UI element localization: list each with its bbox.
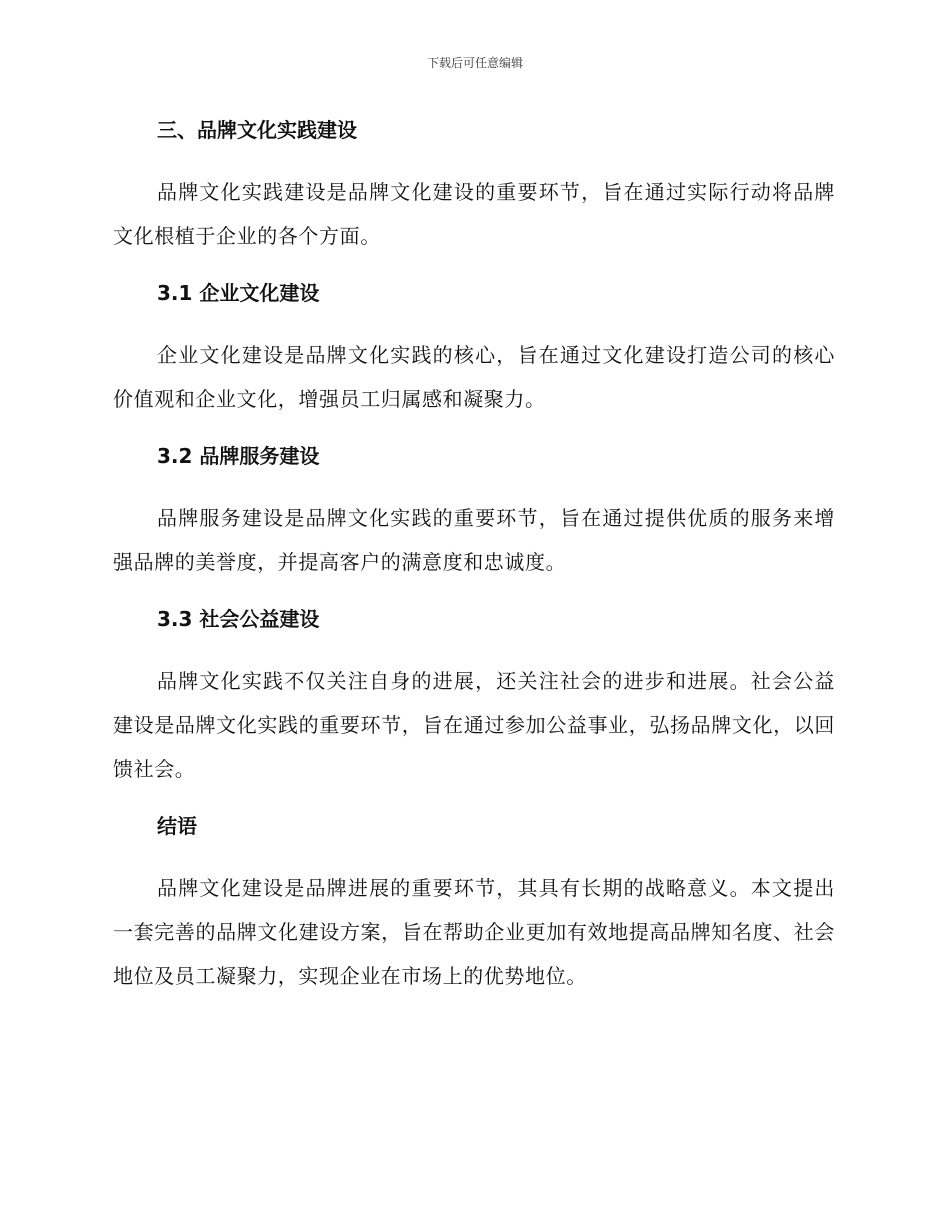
section-paragraph-conclusion: 品牌文化建设是品牌进展的重要环节，其具有长期的战略意义。本文提出一套完善的品牌文化建设方案，旨在帮助企业更加有效地提高品牌知名度、社会地位及员工凝聚力，实现企业在市场上的优势地位。	[113, 876, 835, 988]
section-paragraph-brand-practice: 品牌文化实践建设是品牌文化建设的重要环节，旨在通过实际行动将品牌文化根植于企业的各个方面。	[113, 180, 835, 248]
section-heading-conclusion: 结语	[157, 814, 197, 838]
section-paragraph-corporate-culture: 企业文化建设是品牌文化实践的核心，旨在通过文化建设打造公司的核心价值观和企业文化，增强员工归属感和凝聚力。	[113, 343, 835, 411]
section-heading-brand-practice: 三、品牌文化实践建设	[157, 118, 357, 142]
section-heading-corporate-culture: 3.1 企业文化建设	[157, 281, 320, 305]
document-body	[113, 114, 835, 1017]
section-paragraph-brand-service: 品牌服务建设是品牌文化实践的重要环节，旨在通过提供优质的服务来增强品牌的美誉度，并提高客户的满意度和忠诚度。	[113, 506, 835, 574]
section-heading-social-welfare: 3.3 社会公益建设	[157, 607, 320, 631]
section-paragraph-social-welfare: 品牌文化实践不仅关注自身的进展，还关注社会的进步和进展。社会公益建设是品牌文化实践的重要环节，旨在通过参加公益事业，弘扬品牌文化，以回馈社会。	[113, 669, 835, 781]
section-heading-brand-service: 3.2 品牌服务建设	[157, 444, 320, 468]
header-note: 下载后可任意编辑	[426, 56, 523, 70]
